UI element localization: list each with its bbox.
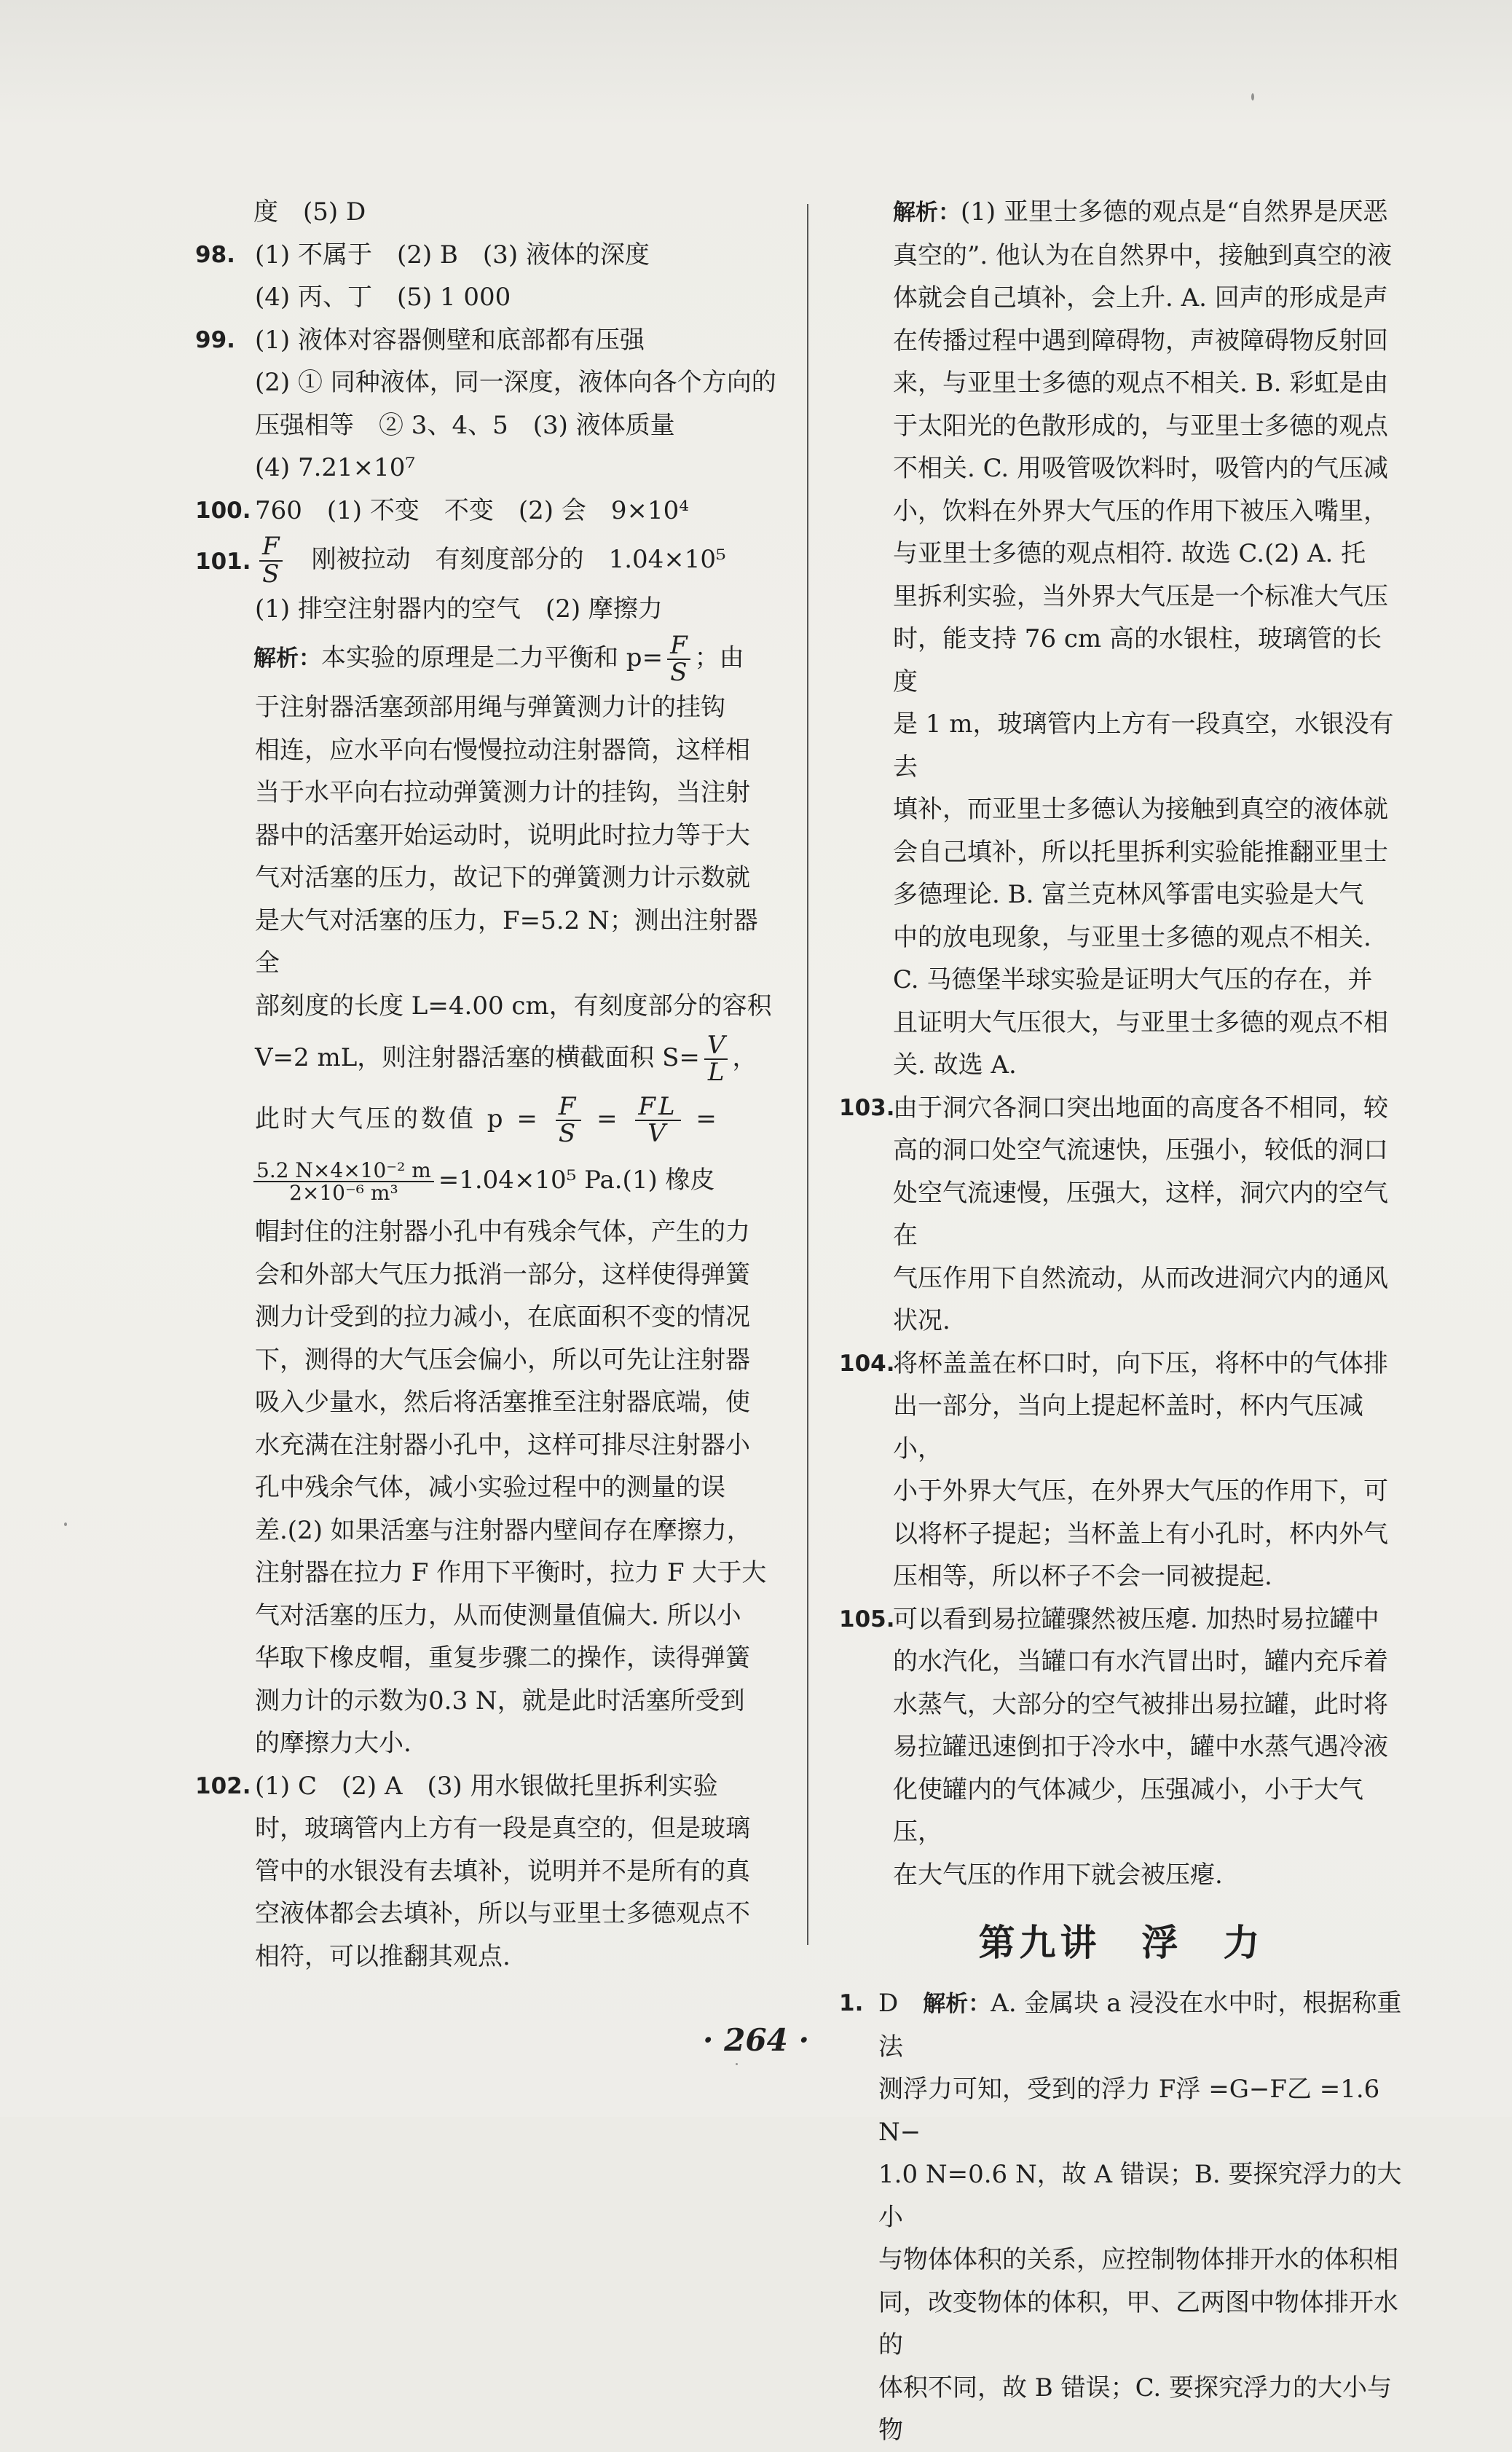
numerator: FL xyxy=(635,1094,680,1122)
text-line: (1) 排空注射器内的空气 (2) 摩擦力 xyxy=(255,594,663,624)
fraction-v-over-l xyxy=(704,1030,728,1088)
text-line: 会和外部大气压力抵消一部分，这样使得弹簧 xyxy=(255,1260,750,1289)
column-divider xyxy=(807,204,808,1945)
text-line xyxy=(893,191,1403,235)
answer-105 xyxy=(839,1598,1403,1897)
text-span: 此时大气压的数值 p = xyxy=(255,1104,551,1134)
text-line: 的摩擦力大小. xyxy=(255,1729,412,1759)
text-line: 且证明大气压很大，与亚里士多德的观点不相 xyxy=(893,1007,1388,1037)
text-line: 体积不同，故 B 错误；C. 要探究浮力的大小与物 xyxy=(878,2373,1393,2445)
text-line: 吸入少量水，然后将活塞推至注射器底端，使 xyxy=(255,1388,750,1418)
text-line: 1.0 N=0.6 N，故 A 错误；B. 要探究浮力的大小 xyxy=(878,2160,1402,2232)
analysis-label: 解析： xyxy=(923,1991,991,2017)
fraction-f-over-s xyxy=(556,1091,582,1149)
denominator: 2×10⁻⁶ m³ xyxy=(289,1181,398,1206)
text-line: 管中的水银没有去填补，说明并不是所有的真 xyxy=(255,1856,750,1886)
item-number: 99. xyxy=(195,326,235,353)
text-span: 刚被拉动 有刻度部分的 1.04×10⁵ xyxy=(286,545,726,574)
text-line: 相符，可以推翻其观点. xyxy=(255,1941,511,1971)
scan-speck xyxy=(64,1522,67,1526)
text-line: 压强相等 ② 3、4、5 (3) 液体质量 xyxy=(255,410,675,440)
item-number: 105. xyxy=(839,1606,895,1632)
answer-104 xyxy=(839,1343,1403,1598)
text-line: 来，与亚里士多德的观点不相关. B. 彩虹是由 xyxy=(893,369,1389,398)
text-line: 气压作用下自然流动，从而改进洞穴内的通风 xyxy=(893,1263,1388,1293)
text-line: C. 马德堡半球实验是证明大气压的存在，并 xyxy=(893,965,1373,994)
text-line xyxy=(253,630,778,686)
text-line xyxy=(255,1088,778,1150)
text-line: 气对活塞的压力，从而使测量值偏大. 所以小 xyxy=(255,1600,741,1630)
text-line: 将杯盖盖在杯口时，向下压，将杯中的气体排 xyxy=(893,1348,1388,1378)
numerator: F xyxy=(556,1094,582,1122)
text-line: 空液体都会去填补，所以与亚里士多德观点不 xyxy=(255,1899,750,1929)
text-line: 是大气对活塞的压力，F=5.2 N；测出注射器全 xyxy=(255,905,758,978)
text-span: =1.04×10⁵ Pa.(1) 橡皮 xyxy=(438,1166,715,1195)
text-line: 压相等，所以杯子不会一同被提起. xyxy=(893,1562,1272,1591)
item-number: 1. xyxy=(839,1990,864,2016)
denominator: S xyxy=(558,1119,579,1149)
text-line: 填补，而亚里士多德认为接触到真空的液体就 xyxy=(893,795,1388,824)
fraction-f-over-s xyxy=(667,630,690,688)
text-line: (4) 丙、丁 (5) 1 000 xyxy=(255,283,511,312)
text-line: 与亚里士多德的观点相符. 故选 C.(2) A. 托 xyxy=(893,539,1366,568)
text-span: = xyxy=(685,1104,720,1134)
answer-100 xyxy=(195,490,778,533)
text-line: 不相关. C. 用吸管吸饮料时，吸管内的气压减 xyxy=(893,454,1389,483)
section-title: 第九讲 浮 力 xyxy=(978,1922,1264,1964)
text-line: 小于外界大气压，在外界大气压的作用下，可 xyxy=(893,1477,1388,1506)
text-line: (2) ① 同种液体，同一深度，液体向各个方向的 xyxy=(255,368,776,397)
text-line: 差.(2) 如果活塞与注射器内壁间存在摩擦力， xyxy=(255,1515,752,1545)
text-line: 时，玻璃管内上方有一段是真空的，但是玻璃 xyxy=(255,1814,750,1844)
answer-101-analysis-continued xyxy=(839,191,1403,1087)
text-span: = xyxy=(586,1104,631,1134)
scan-speck xyxy=(736,2063,738,2065)
item-number: 98. xyxy=(195,241,235,268)
text-line: 真空的”. 他认为在自然界中，接触到真空的液 xyxy=(893,240,1392,270)
answer-101 xyxy=(195,532,778,1765)
text-span: V=2 mL，则注射器活塞的横截面积 S= xyxy=(255,1043,700,1073)
text-line: 出一部分，当向上提起杯盖时，杯内气压减小， xyxy=(893,1391,1363,1463)
text-line: 关. 故选 A. xyxy=(893,1050,1017,1080)
item-number: 103. xyxy=(839,1094,895,1121)
text-line: 帽封住的注射器小孔中有残余气体，产生的力 xyxy=(255,1217,750,1247)
page-number: · 264 · xyxy=(702,2022,810,2058)
text-line: 测力计的示数为0.3 N，就是此时活塞所受到 xyxy=(255,1686,745,1716)
denominator: S xyxy=(262,559,280,589)
text-line: 可以看到易拉罐骤然被压瘪. 加热时易拉罐中 xyxy=(893,1604,1379,1634)
text-line: (1) C (2) A (3) 用水银做托里拆利实验 xyxy=(255,1771,718,1801)
fraction-calculation xyxy=(253,1160,434,1204)
text-line: 以将杯子提起；当杯盖上有小孔时，杯内外气 xyxy=(893,1519,1388,1549)
item-number: 101. xyxy=(195,549,251,575)
item-number: 102. xyxy=(195,1772,251,1799)
text-line: 当于水平向右拉动弹簧测力计的挂钩，当注射 xyxy=(255,778,750,808)
text-line: (1) 液体对容器侧壁和底部都有压强 xyxy=(255,325,645,355)
fraction-f-over-s xyxy=(259,534,283,587)
text-line: 华取下橡皮帽，重复步骤二的操作，读得弹簧 xyxy=(255,1643,750,1673)
denominator: V xyxy=(647,1119,669,1149)
text-line: 的水汽化，当罐口有水汽冒出时，罐内充斥着 xyxy=(893,1647,1388,1676)
text-line: 与物体体积的关系，应控制物体排开水的体积相 xyxy=(878,2245,1398,2274)
text-line: 测力计受到的拉力减小，在底面积不变的情况 xyxy=(255,1302,750,1332)
analysis-label: 解析： xyxy=(253,645,321,672)
answer-99 xyxy=(195,319,778,490)
text-line: 里拆利实验，当外界大气压是一个标准大气压 xyxy=(893,581,1388,611)
answer-98 xyxy=(195,234,778,319)
text-line: 下，测得的大气压会偏小，所以可先让注射器 xyxy=(255,1345,750,1375)
text-line: 由于洞穴各洞口突出地面的高度各不相同，较 xyxy=(893,1093,1388,1123)
text-line: 时，能支持 76 cm 高的水银柱，玻璃管的长度 xyxy=(893,624,1382,696)
text-line: 水蒸气，大部分的空气被排出易拉罐，此时将 xyxy=(893,1689,1388,1719)
text-line: (4) 7.21×10⁷ xyxy=(255,453,416,482)
text-line: 相连，应水平向右慢慢拉动注射器筒，这样相 xyxy=(255,735,750,765)
text-line: 水充满在注射器小孔中，这样可排尽注射器小 xyxy=(255,1430,750,1460)
text-span: ， xyxy=(732,1043,757,1073)
text-line xyxy=(255,532,778,588)
numerator: 5.2 N×4×10⁻² m xyxy=(253,1160,434,1182)
text-line: 会自己填补，所以托里拆利实验能推翻亚里士 xyxy=(893,837,1388,867)
text-line: 同，改变物体的体积，甲、乙两图中物体排开水的 xyxy=(878,2287,1398,2359)
text-line: 高的洞口处空气流速快，压强小，较低的洞口 xyxy=(893,1136,1388,1165)
text-line: 孔中残余气体，减小实验过程中的测量的误 xyxy=(255,1473,725,1503)
numerator: F xyxy=(667,633,690,661)
text-line: 状况. xyxy=(893,1306,950,1335)
text-line: 部刻度的长度 L=4.00 cm，有刻度部分的容积 xyxy=(255,991,772,1021)
text-line: 易拉罐迅速倒扣于冷水中，罐中水蒸气遇冷液 xyxy=(893,1732,1388,1761)
text-line: 小，饮料在外界大气压的作用下被压入嘴里， xyxy=(893,496,1388,526)
text-line xyxy=(249,1150,778,1211)
text-line: 中的放电现象，与亚里士多德的观点不相关. xyxy=(893,922,1371,952)
text-line: 在大气压的作用下就会被压瘪. xyxy=(893,1860,1223,1890)
text-line: 处空气流速慢，压强大，这样，洞穴内的空气在 xyxy=(893,1178,1388,1250)
text-line: 化使罐内的气体减少，压强减小，小于大气压， xyxy=(893,1775,1363,1847)
text-line: (1) 不属于 (2) B (3) 液体的深度 xyxy=(255,240,650,270)
text-line: 多德理论. B. 富兰克林风筝雷电实验是大气 xyxy=(893,880,1364,909)
fraction-fl-over-v xyxy=(635,1091,680,1149)
text-line: 体就会自己填补，会上升. A. 回声的形成是声 xyxy=(893,283,1388,313)
text-line: 于注射器活塞颈部用绳与弹簧测力计的挂钩 xyxy=(255,693,725,723)
left-column xyxy=(195,191,778,1978)
right-column xyxy=(839,191,1403,2452)
text-line: 于太阳光的色散形成的，与亚里士多德的观点 xyxy=(893,411,1388,441)
answer-102 xyxy=(195,1765,778,1979)
text-line: 注射器在拉力 F 作用下平衡时，拉力 F 大于大 xyxy=(255,1558,767,1588)
numerator: F xyxy=(259,534,283,562)
text-span: A. 金属块 a 浸没在水中时，根据称重法 xyxy=(878,1989,1402,2062)
text-line: 是 1 m，玻璃管内上方有一段真空，水银没有去 xyxy=(893,710,1394,782)
denominator: L xyxy=(707,1058,725,1088)
text-line: 测浮力可知，受到的浮力 F浮 =G−F乙 =1.6 N− xyxy=(878,2075,1380,2147)
answer-103 xyxy=(839,1087,1403,1343)
text-span: (1) 亚里士多德的观点是“自然界是厌恶 xyxy=(961,197,1388,227)
item-number: 104. xyxy=(839,1350,895,1377)
answer-choice: D xyxy=(878,1989,924,2018)
text-line xyxy=(255,1027,778,1088)
text-line: 气对活塞的压力，故记下的弹簧测力计示数就 xyxy=(255,863,750,893)
denominator: S xyxy=(670,658,688,688)
text-line: 760 (1) 不变 不变 (2) 会 9×10⁴ xyxy=(255,495,689,525)
scan-speck xyxy=(1251,93,1254,101)
text-line: 度 (5) D xyxy=(253,197,366,227)
text-span: 本实验的原理是二力平衡和 p= xyxy=(321,643,664,673)
text-span: ；由 xyxy=(694,643,744,673)
text-line: 器中的活塞开始运动时，说明此时拉力等于大 xyxy=(255,820,750,850)
analysis-label: 解析： xyxy=(893,200,961,226)
numerator: V xyxy=(704,1033,728,1061)
item-number: 100. xyxy=(195,497,251,524)
text-line: 在传播过程中遇到障碍物，声被障碍物反射回 xyxy=(893,326,1388,355)
